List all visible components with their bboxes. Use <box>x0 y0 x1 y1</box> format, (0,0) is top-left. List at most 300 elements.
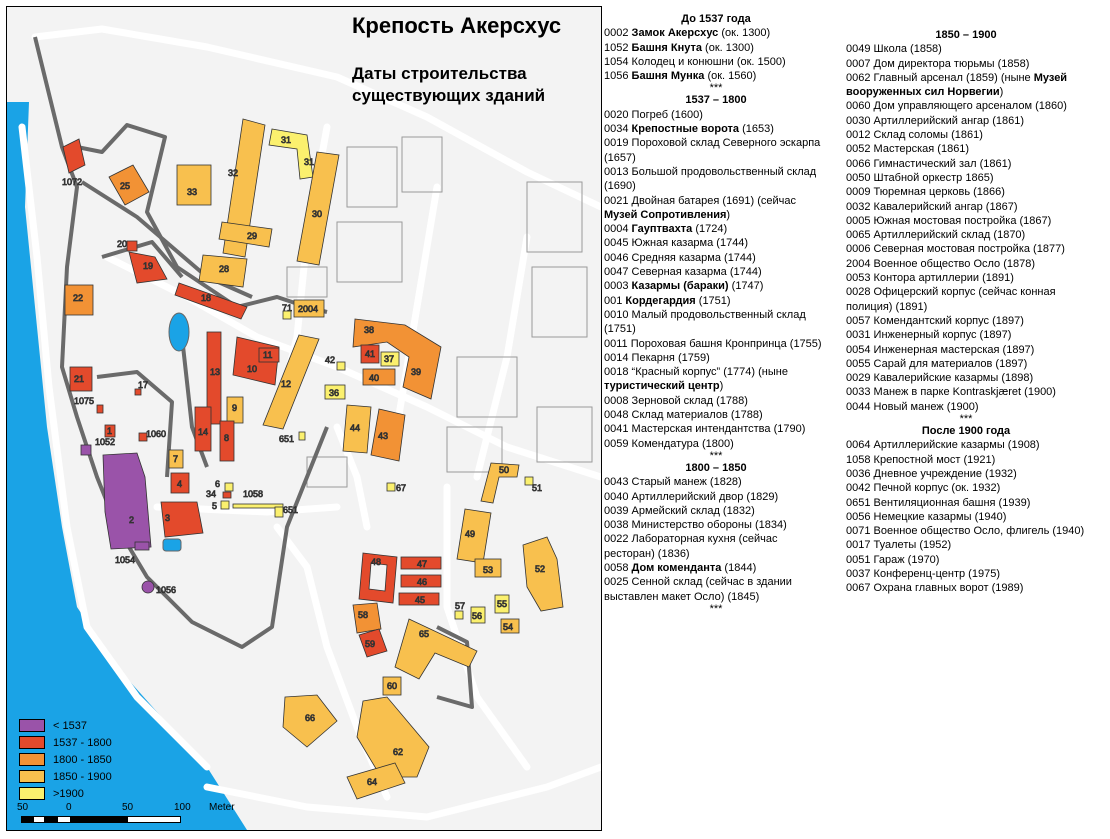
building-list-item <box>604 437 828 451</box>
building-date: (сейчас ресторан) (1836) <box>604 533 778 560</box>
building-name: Школа <box>873 43 907 56</box>
building-code: 0051 <box>846 553 871 566</box>
building-14 <box>195 407 211 451</box>
building-41 <box>361 345 379 363</box>
building-code: 0059 <box>604 437 629 450</box>
building-list-item <box>604 194 828 223</box>
building-name: Артиллерийский двор <box>631 490 744 503</box>
building-date: (1800) <box>698 437 734 450</box>
building-code: 0002 <box>604 27 629 40</box>
building-label: 59 <box>365 639 376 649</box>
building-list-item <box>604 575 828 604</box>
building-date: (1744) <box>713 237 749 250</box>
building-66 <box>283 695 337 747</box>
building-date: (ок. 1932) <box>948 482 1001 495</box>
building-20 <box>117 239 137 251</box>
building-list-item <box>846 257 1086 271</box>
building-date: (1866) <box>970 186 1005 199</box>
building-label: 52 <box>535 564 546 574</box>
building-code: 0067 <box>846 582 871 595</box>
building-name: Инженерная мастерская <box>873 343 1000 356</box>
building-name: Комендантский корпус <box>873 314 990 327</box>
building-list-item <box>846 385 1086 399</box>
building-9 <box>227 397 243 423</box>
building-list-item <box>604 251 828 265</box>
building-name: Гимнастический зал <box>873 157 977 170</box>
building-label: 22 <box>73 293 84 303</box>
building-list-item <box>604 490 828 504</box>
building-52 <box>523 537 563 611</box>
building-label: 1054 <box>115 555 136 565</box>
building-name: Главный арсенал <box>873 71 963 84</box>
building-list-item <box>604 475 828 489</box>
building-code: 1052 <box>604 41 629 54</box>
building-name: Конференц-центр <box>873 567 966 580</box>
building-label: 6 <box>215 479 221 489</box>
building-code: 0022 <box>604 533 629 546</box>
building-shape <box>142 581 154 593</box>
building-code: 0651 <box>846 496 871 509</box>
building-name: Артиллерийский склад <box>873 229 991 242</box>
list-section-heading: 1800 – 1850 <box>685 461 747 474</box>
building-list-item <box>604 561 828 575</box>
building-list-item <box>846 71 1086 100</box>
building-shape <box>275 507 283 517</box>
building-label: 13 <box>210 367 221 377</box>
building-label: 7 <box>173 454 179 464</box>
building-name: Башня Мунка <box>631 70 705 83</box>
list-separator: *** <box>959 413 973 426</box>
building-code: 0052 <box>846 143 871 156</box>
building-label: 29 <box>247 231 258 241</box>
building-label: 48 <box>371 557 382 567</box>
building-label: 65 <box>419 629 430 639</box>
building-name: Военное общество Осло, флигель <box>873 525 1050 538</box>
building-1060 <box>139 429 166 441</box>
building-name: Старый манеж <box>631 476 707 489</box>
building-list-item <box>604 55 828 69</box>
building-name: Артиллерийские казармы <box>873 439 1005 452</box>
building-name: Сарай для материалов <box>873 357 993 370</box>
building-list-item <box>846 57 1086 71</box>
list-separator: *** <box>709 449 723 462</box>
building-name: Зерновой склад <box>631 394 714 407</box>
building-label: 25 <box>120 181 131 191</box>
list-separator: *** <box>709 82 723 95</box>
building-code: 0039 <box>604 504 629 517</box>
building-code: 0037 <box>846 567 871 580</box>
building-shape <box>221 501 229 509</box>
building-date: (1724) <box>692 223 728 236</box>
building-name: Армейский склад <box>631 504 720 517</box>
building-code: 0034 <box>604 123 629 136</box>
building-code: 0004 <box>604 223 629 236</box>
building-date: (1755) <box>786 337 822 350</box>
building-31 <box>269 129 314 179</box>
building-code: 1058 <box>846 453 871 466</box>
building-60 <box>383 677 401 695</box>
map-subtitle: Даты строительства существующих зданий <box>352 64 546 105</box>
building-name: Новый манеж <box>873 400 944 413</box>
scale-segment <box>33 816 45 823</box>
building-date: (1861) <box>976 157 1012 170</box>
building-label: 31 <box>281 135 292 145</box>
building-3 <box>161 502 203 537</box>
building-code: 0064 <box>846 439 871 452</box>
building-name: Печной корпус <box>873 482 949 495</box>
building-name: Колодец и конюшни <box>631 55 734 68</box>
building-code: 0014 <box>604 351 629 364</box>
building-code: 0056 <box>846 510 871 523</box>
building-code: 0058 <box>604 561 629 574</box>
building-label: 56 <box>472 611 483 621</box>
building-name: Склад соломы <box>873 129 949 142</box>
building-list-item <box>604 422 828 436</box>
building-list-item <box>846 171 1086 185</box>
building-label: 54 <box>503 622 514 632</box>
building-name: Средняя казарма <box>631 251 721 264</box>
building-shape <box>223 492 231 498</box>
building-label: 651 <box>279 434 295 444</box>
building-label: 43 <box>378 431 389 441</box>
building-code: 0012 <box>846 129 871 142</box>
building-list-item <box>604 136 828 165</box>
building-48 <box>359 553 397 603</box>
building-label: 60 <box>387 681 398 691</box>
building-list-item <box>846 214 1086 228</box>
building-name: Кордегардия <box>625 294 696 307</box>
building-list-item <box>846 42 1086 56</box>
building-label: 21 <box>74 374 85 384</box>
list-section-heading: После 1900 года <box>921 425 1011 438</box>
building-date: (1858) <box>906 43 942 56</box>
building-list-item <box>604 294 828 308</box>
building-list-item <box>846 400 1086 414</box>
building-name: Дом коменданта <box>631 561 722 574</box>
fortress-map <box>6 6 602 831</box>
building-label: 45 <box>415 595 426 605</box>
building-name: Контора артиллерии <box>873 272 980 285</box>
building-date: (ок. 1560) <box>704 70 757 83</box>
building-list-item <box>846 285 1086 314</box>
building-59 <box>359 629 387 657</box>
building-date: 1865) <box>962 171 994 184</box>
building-label: 34 <box>206 489 217 499</box>
map-title: Крепость Акерсхус <box>352 13 562 38</box>
building-list-item <box>604 265 828 279</box>
building-label: 62 <box>393 747 404 757</box>
building-name: Сенной склад <box>631 576 703 589</box>
building-name: Мастерская <box>873 143 935 156</box>
building-shape <box>523 537 563 611</box>
building-list-column-1 <box>604 12 828 614</box>
building-51 <box>525 477 542 493</box>
building-list-item <box>846 453 1086 467</box>
building-code: 0005 <box>846 214 871 227</box>
building-49 <box>457 509 491 563</box>
building-code: 0020 <box>604 108 629 121</box>
building-71 <box>282 303 292 319</box>
building-list-item <box>846 510 1086 524</box>
building-list-item <box>604 532 828 561</box>
building-label: 12 <box>281 379 292 389</box>
building-code: 0021 <box>604 194 629 207</box>
building-date: (сейчас в здании выставлен макет Осло) (1845) <box>604 576 792 603</box>
building-name: Замок Акерсхус <box>631 27 719 40</box>
building-list-item <box>846 128 1086 142</box>
building-name: Туалеты <box>873 539 917 552</box>
building-code: 0028 <box>846 286 871 299</box>
legend-label: 1850 - 1900 <box>53 770 112 783</box>
building-label: 47 <box>417 559 428 569</box>
building-list-item <box>604 41 828 55</box>
building-37 <box>381 352 399 366</box>
building-21 <box>70 367 92 391</box>
building-date: (1844) <box>721 561 757 574</box>
building-name: Офицерский корпус <box>873 286 976 299</box>
building-name: Северная мостовая постройка <box>873 243 1030 256</box>
building-name: Южная мостовая постройка <box>873 214 1017 227</box>
building-name: Двойная батарея <box>631 194 720 207</box>
building-6 <box>215 479 233 491</box>
building-list-item <box>846 328 1086 342</box>
building-label: 31 <box>304 157 315 167</box>
building-label: 64 <box>367 777 378 787</box>
building-date: (1744) <box>720 251 756 264</box>
building-code: 1056 <box>604 70 629 83</box>
building-code: 0071 <box>846 525 871 538</box>
building-name: Крепостной мост <box>873 453 961 466</box>
building-label: 55 <box>497 599 508 609</box>
building-label: 36 <box>329 388 340 398</box>
building-date: (1867) <box>1016 214 1052 227</box>
building-list-item <box>604 222 828 236</box>
building-name: Большой продовольственный склад <box>631 165 817 178</box>
building-list-item <box>846 371 1086 385</box>
building-17 <box>135 380 148 395</box>
building-date: (1834) <box>751 519 787 532</box>
building-label: 19 <box>143 261 154 271</box>
building-label: 18 <box>201 293 212 303</box>
building-date: (ок. 1300) <box>701 41 754 54</box>
scale-segment <box>21 816 33 823</box>
building-label: 1072 <box>62 177 83 187</box>
building-651 <box>275 505 298 517</box>
scale-unit: Meter <box>209 802 235 813</box>
building-note: Музей вооруженных сил Норвегии <box>846 71 1068 99</box>
building-58 <box>353 603 381 633</box>
scale-segment <box>127 816 181 823</box>
building-shape <box>63 139 85 173</box>
building-label: 4 <box>177 479 183 489</box>
building-label: 5 <box>212 501 218 511</box>
building-code: 0029 <box>846 372 871 385</box>
building-46 <box>401 575 441 587</box>
scale-label: 0 <box>66 802 72 813</box>
building-shape <box>177 165 211 205</box>
building-label: 49 <box>465 529 476 539</box>
building-name: Штабной оркестр <box>873 171 963 184</box>
building-code: 0011 <box>604 337 628 350</box>
building-list-item <box>846 357 1086 371</box>
building-label: 30 <box>312 209 323 219</box>
building-code: 0050 <box>846 171 871 184</box>
building-name: Погреб <box>631 108 668 121</box>
building-list-item <box>846 438 1086 452</box>
building-label: 32 <box>228 168 239 178</box>
list-section-heading: 1537 – 1800 <box>685 94 747 107</box>
building-date: (1788) <box>727 409 763 422</box>
building-label: 51 <box>532 483 543 493</box>
building-date: (1829) <box>743 490 779 503</box>
building-code: 0065 <box>846 229 871 242</box>
building-label: 58 <box>358 610 369 620</box>
building-name: Склад материалов <box>631 409 728 422</box>
building-code: 001 <box>604 294 623 307</box>
building-1058 <box>233 489 283 508</box>
building-56 <box>471 607 485 623</box>
building-code: 0033 <box>846 386 871 399</box>
building-name: “Красный корпус” <box>631 366 721 379</box>
building-code: 0019 <box>604 137 629 150</box>
building-label: 1 <box>107 426 113 436</box>
list-section-heading: 1850 – 1900 <box>935 29 997 41</box>
building-43 <box>371 409 405 461</box>
building-name: Пороховая башня Кронпринца <box>630 337 787 350</box>
building-list-item <box>604 365 828 394</box>
building-list-item <box>604 279 828 293</box>
building-code: 0049 <box>846 43 871 56</box>
building-date: (1897) <box>976 329 1012 342</box>
building-label: 38 <box>364 325 375 335</box>
building-list-item <box>846 99 1086 113</box>
building-name: Охрана главных ворот <box>873 582 989 595</box>
building-label: 39 <box>411 367 422 377</box>
building-name: Северная казарма <box>631 266 727 279</box>
building-shape <box>387 483 395 491</box>
building-label: 1056 <box>156 585 177 595</box>
building-code: 0003 <box>604 280 629 293</box>
building-date: (1952) <box>916 539 952 552</box>
building-name: Артиллерийский ангар <box>873 114 990 127</box>
building-list-item <box>604 165 828 194</box>
building-code: 0013 <box>604 165 629 178</box>
building-45 <box>399 593 439 605</box>
building-8 <box>220 421 234 461</box>
building-label: 14 <box>198 427 209 437</box>
building-list-item <box>846 185 1086 199</box>
scale-label: 50 <box>122 802 134 813</box>
building-date: (1940) <box>1049 525 1085 538</box>
building-2004 <box>294 300 324 317</box>
building-date: (ок. 1500) <box>733 55 786 68</box>
building-code: 0032 <box>846 200 871 213</box>
building-date: (1600) <box>668 108 703 121</box>
building-date: (1878) <box>1000 257 1036 270</box>
building-date: (1877) <box>1030 243 1065 256</box>
scale-segment <box>71 816 127 823</box>
building-name: Южная казарма <box>631 237 714 250</box>
building-date: (1828) <box>706 476 742 489</box>
building-code: 0006 <box>846 243 871 256</box>
building-date: (ок. 1300) <box>718 27 771 40</box>
building-shape <box>455 611 463 619</box>
building-651-b <box>279 432 305 444</box>
building-list-item <box>846 242 1086 256</box>
building-code: 0055 <box>846 357 871 370</box>
building-label: 67 <box>396 483 407 493</box>
building-name: Кавалерийский ангар <box>873 200 983 213</box>
building-date: (1653) <box>739 123 774 136</box>
building-list-item <box>846 157 1086 171</box>
building-date: (1859) (ныне <box>962 71 1034 84</box>
building-date: (1744) <box>726 266 762 279</box>
building-67 <box>387 483 406 493</box>
building-date: (1891) <box>979 272 1014 285</box>
building-code: 2004 <box>846 257 871 270</box>
building-list-item <box>604 26 828 40</box>
building-39 <box>411 367 421 377</box>
building-date: (1921) <box>960 453 996 466</box>
legend-label: < 1537 <box>53 719 87 732</box>
building-shape <box>299 432 305 440</box>
building-name: Мастерская интендантства <box>631 423 771 436</box>
building-list-item <box>846 228 1086 242</box>
building-code: 0047 <box>604 266 629 279</box>
scale-segment <box>57 816 71 823</box>
map-canvas <box>7 7 601 830</box>
building-name: Вентиляционная башня <box>873 496 996 509</box>
building-50 <box>481 463 519 503</box>
building-25 <box>109 165 149 205</box>
legend-item <box>19 717 112 734</box>
building-label: 41 <box>365 349 376 359</box>
building-shape <box>97 405 103 413</box>
building-date: (1975) <box>965 567 1000 580</box>
building-list-item <box>846 200 1086 214</box>
building-date: (1858) <box>994 57 1030 70</box>
building-date: (1900) <box>1021 386 1056 399</box>
building-code: 0007 <box>846 57 871 70</box>
building-53 <box>475 559 501 577</box>
building-code: 0048 <box>604 409 629 422</box>
building-list-item <box>604 69 828 83</box>
building-code: 0030 <box>846 114 871 127</box>
building-list-item <box>846 481 1086 495</box>
building-date: (1861) <box>948 129 983 142</box>
building-11 <box>259 348 279 362</box>
building-name: Министерство обороны <box>631 519 752 532</box>
building-note: Музей Сопротивления <box>604 208 727 221</box>
building-64 <box>347 763 405 799</box>
scale-label: 50 <box>17 802 29 813</box>
legend-swatch <box>19 736 45 749</box>
building-name: Пекарня <box>631 351 675 364</box>
building-1075 <box>74 396 103 413</box>
building-list-item <box>846 581 1086 595</box>
building-code: 0018 <box>604 366 629 379</box>
building-date: (1751) <box>604 323 636 336</box>
building-date: (1774) (ныне <box>720 366 788 379</box>
building-code: 0042 <box>846 482 871 495</box>
building-code: 1054 <box>604 55 629 68</box>
list-separator: *** <box>709 602 723 615</box>
legend-item <box>19 785 112 802</box>
building-57 <box>455 601 465 619</box>
building-date: (1747) <box>728 280 764 293</box>
building-shape <box>103 453 151 549</box>
building-name: Манеж в парке Kontraskjæret <box>873 386 1022 399</box>
